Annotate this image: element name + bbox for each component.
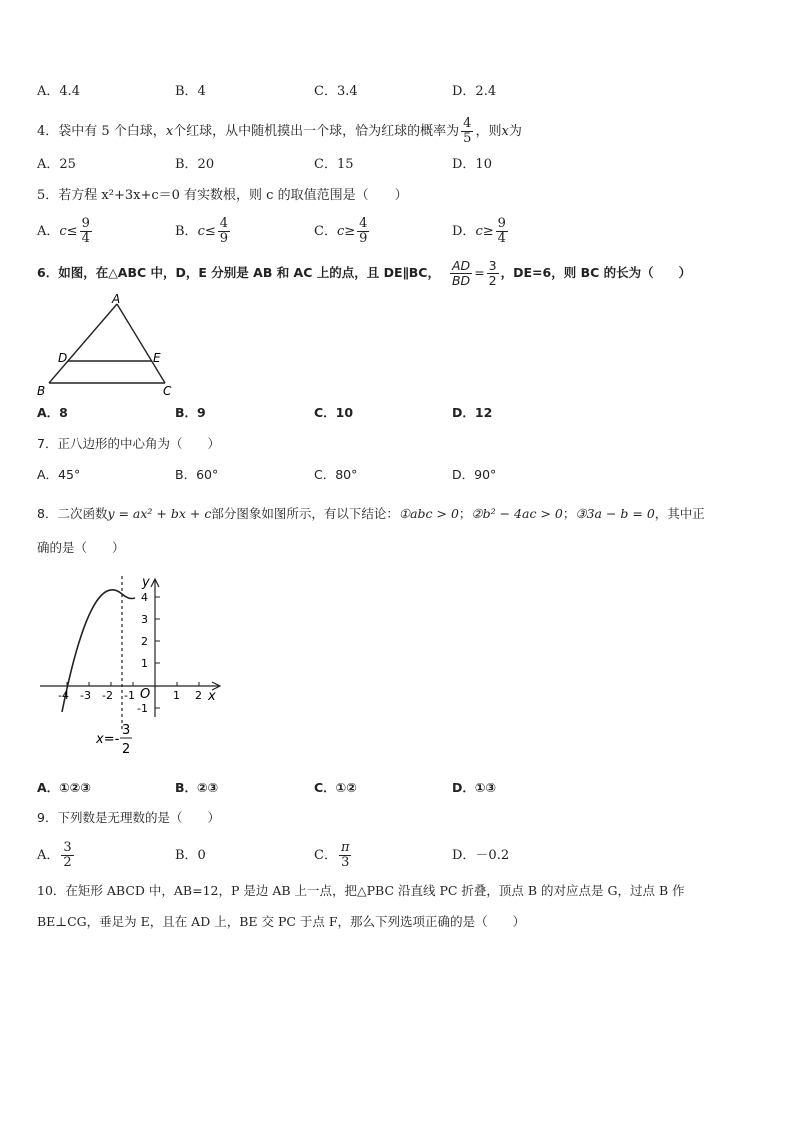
q7-option-b: B．60°: [175, 467, 219, 482]
q9-option-d: D．－0.2: [452, 848, 510, 863]
q8-axis-eq-den: 2: [122, 742, 131, 757]
q5-option-a-den: 4: [81, 230, 90, 246]
q8-question-line2: 确的是（ ）: [37, 540, 125, 555]
q5-option-c-num: 4: [359, 215, 368, 231]
q5-option-b: [175, 213, 232, 249]
q8-conclusion-2: ②b² − 4ac > 0: [471, 505, 563, 521]
q6-ratio-fraction: [487, 259, 499, 286]
q8-option-c: C．①②: [314, 780, 357, 795]
q8-option-d: D．①③: [452, 780, 497, 795]
q6-label-e: E: [153, 351, 161, 365]
q4-option-c: C．15: [314, 157, 354, 172]
q5-option-b-num: 4: [219, 215, 229, 231]
q8-question-line1: 8．二次函数 y = ax² + bx + c 部分图象如图所示，有以下结论： ①abc > 0 ； ②b² − 4ac > 0 ； ③3a − b = 0 ，其中正: [37, 505, 705, 521]
q5-option-b-rel: c≤: [197, 223, 216, 239]
q8-y-tick-4: 4: [141, 591, 148, 604]
q8-axis-eq-prefix: x=-: [96, 732, 120, 747]
q8-text-mid: 部分图象如图所示，有以下结论：: [211, 505, 399, 521]
q6-ad-bd-fraction: [450, 259, 472, 286]
q9-option-a-label: A．: [37, 847, 60, 863]
q6-label-c: C: [163, 384, 172, 398]
q8-x-tick-1: 1: [173, 689, 180, 702]
q5-option-d: [452, 213, 510, 249]
q9-option-b: B．0: [175, 848, 206, 863]
q7-option-d: D．90°: [452, 467, 497, 482]
q5-option-d-num: 9: [497, 215, 506, 231]
q6-label-a: A: [112, 292, 121, 306]
q6-option-c: C．10: [314, 405, 354, 420]
q3-option-b: B．4: [175, 84, 206, 99]
q8-y-tick-2: 2: [141, 635, 148, 648]
q8-formula: y = ax² + bx + c: [107, 505, 212, 521]
q7-option-a: A．45°: [37, 467, 81, 482]
q6-option-d: D．12: [452, 405, 493, 420]
q8-x-tick-neg4: -4: [58, 689, 69, 702]
q6-side-ac: [117, 304, 165, 383]
q6-ratio-num: 3: [488, 258, 497, 274]
q5-option-a: [37, 213, 94, 249]
q8-option-b: B．②③: [175, 780, 219, 795]
q5-option-a-rel: c≤: [59, 223, 78, 239]
q9-option-a-fraction: [61, 841, 73, 869]
q6-equals: =: [474, 264, 485, 280]
q4-option-b: B．20: [175, 157, 215, 172]
q8-parabola-graph: [36, 572, 226, 762]
q8-y-label: y: [142, 575, 150, 590]
q4-var-2: x: [501, 123, 509, 139]
q5-option-a-label: A．: [37, 223, 60, 239]
q7-option-c: C．80°: [314, 467, 358, 482]
q10-question-line1: 10．在矩形 ABCD 中，AB=12，P 是边 AB 上一点，把△PBC 沿直线 PC 折叠，顶点 B 的对应点是 G，过点 B 作: [37, 883, 685, 898]
q3-option-c: C．3.4: [314, 84, 358, 99]
q4-text-mid: 个红球，从中随机摸出一个球，恰为红球的概率为: [173, 123, 460, 139]
q6-question: [37, 253, 691, 293]
q9-option-c-den: 3: [341, 854, 350, 870]
q9-option-a: [37, 837, 76, 873]
q9-option-a-num: 3: [63, 839, 72, 855]
q8-x-tick-neg3: -3: [80, 689, 91, 702]
q4-text-end: 为: [508, 123, 522, 139]
q4-option-a: A．25: [37, 157, 76, 172]
q9-option-c-label: C．: [314, 847, 337, 863]
q8-option-a: A．①②③: [37, 780, 91, 795]
q5-option-c-den: 9: [359, 230, 368, 246]
q6-triangle-figure: [34, 292, 176, 398]
q4-text-after: ，则: [475, 123, 502, 139]
q6-frac-num: AD: [451, 258, 471, 274]
q4-var: x: [165, 123, 174, 139]
q5-option-c: [314, 213, 371, 249]
q9-option-a-den: 2: [63, 854, 72, 870]
q8-origin-label: O: [140, 687, 151, 702]
q5-option-a-num: 9: [81, 215, 90, 231]
q8-text-end: ，其中正: [654, 505, 705, 521]
q8-x-tick-2: 2: [195, 689, 202, 702]
q3-option-a: A．4.4: [37, 84, 81, 99]
q5-question: 5．若方程 x²+3x+c＝0 有实数根，则 c 的取值范围是（ ）: [37, 188, 408, 203]
q6-text-after: ，DE=6，则 BC 的长为（ ）: [500, 264, 692, 280]
q8-y-tick-3: 3: [141, 613, 148, 626]
q6-option-a: A．8: [37, 405, 68, 420]
q6-option-b: B．9: [175, 405, 206, 420]
q8-text-before: 8．二次函数: [37, 505, 108, 521]
q6-ratio-den: 2: [488, 272, 497, 288]
q6-label-b: B: [37, 384, 46, 398]
q9-option-c: [314, 837, 354, 873]
q8-axis-eq-num: 3: [122, 723, 131, 738]
q5-option-d-den: 4: [497, 230, 506, 246]
q8-conclusion-3: ③3a − b = 0: [575, 505, 655, 521]
q5-option-a-fraction: [80, 217, 92, 245]
q9-question: 9．下列数是无理数的是（ ）: [37, 810, 220, 825]
q4-option-d: D．10: [452, 157, 492, 172]
q4-probability-fraction: [461, 117, 473, 145]
q5-option-c-label: C．: [314, 223, 337, 239]
q5-option-c-rel: c≥: [336, 223, 356, 239]
q9-option-c-num: π: [340, 839, 350, 855]
q8-y-tick-neg1: -1: [137, 702, 148, 715]
q5-option-b-den: 9: [219, 230, 229, 246]
q3-option-d: D．2.4: [452, 84, 497, 99]
q8-x-tick-neg2: -2: [102, 689, 113, 702]
q10-question-line2: BE⊥CG，垂足为 E，且在 AD 上，BE 交 PC 于点 F，那么下列选项正确的是（ ）: [37, 914, 526, 929]
q4-frac-num: 4: [463, 115, 472, 131]
q4-text-before: 4．袋中有 5 个白球，: [37, 123, 166, 139]
q4-frac-den: 5: [463, 130, 472, 146]
q6-label-d: D: [58, 351, 68, 365]
q5-option-d-label: D．: [452, 223, 476, 239]
q8-x-tick-neg1: -1: [124, 689, 135, 702]
q6-text-before: 6．如图，在△ABC 中，D，E 分别是 AB 和 AC 上的点，且 DE∥BC，: [37, 264, 440, 280]
q5-option-b-fraction: [218, 217, 230, 245]
q6-frac-den: BD: [451, 272, 471, 288]
q5-option-d-rel: c≥: [475, 223, 494, 239]
q5-option-d-fraction: [496, 217, 508, 245]
q7-question: 7．正八边形的中心角为（ ）: [37, 436, 220, 451]
q8-conclusion-1: ①abc > 0: [398, 505, 459, 521]
q5-option-c-fraction: [357, 217, 369, 245]
q9-option-c-fraction: [339, 841, 352, 869]
q8-y-tick-1: 1: [141, 657, 148, 670]
q8-x-label: x: [208, 689, 216, 704]
q5-option-b-label: B．: [175, 223, 198, 239]
q4-question: [37, 113, 522, 149]
q6-side-ab: [49, 304, 117, 383]
